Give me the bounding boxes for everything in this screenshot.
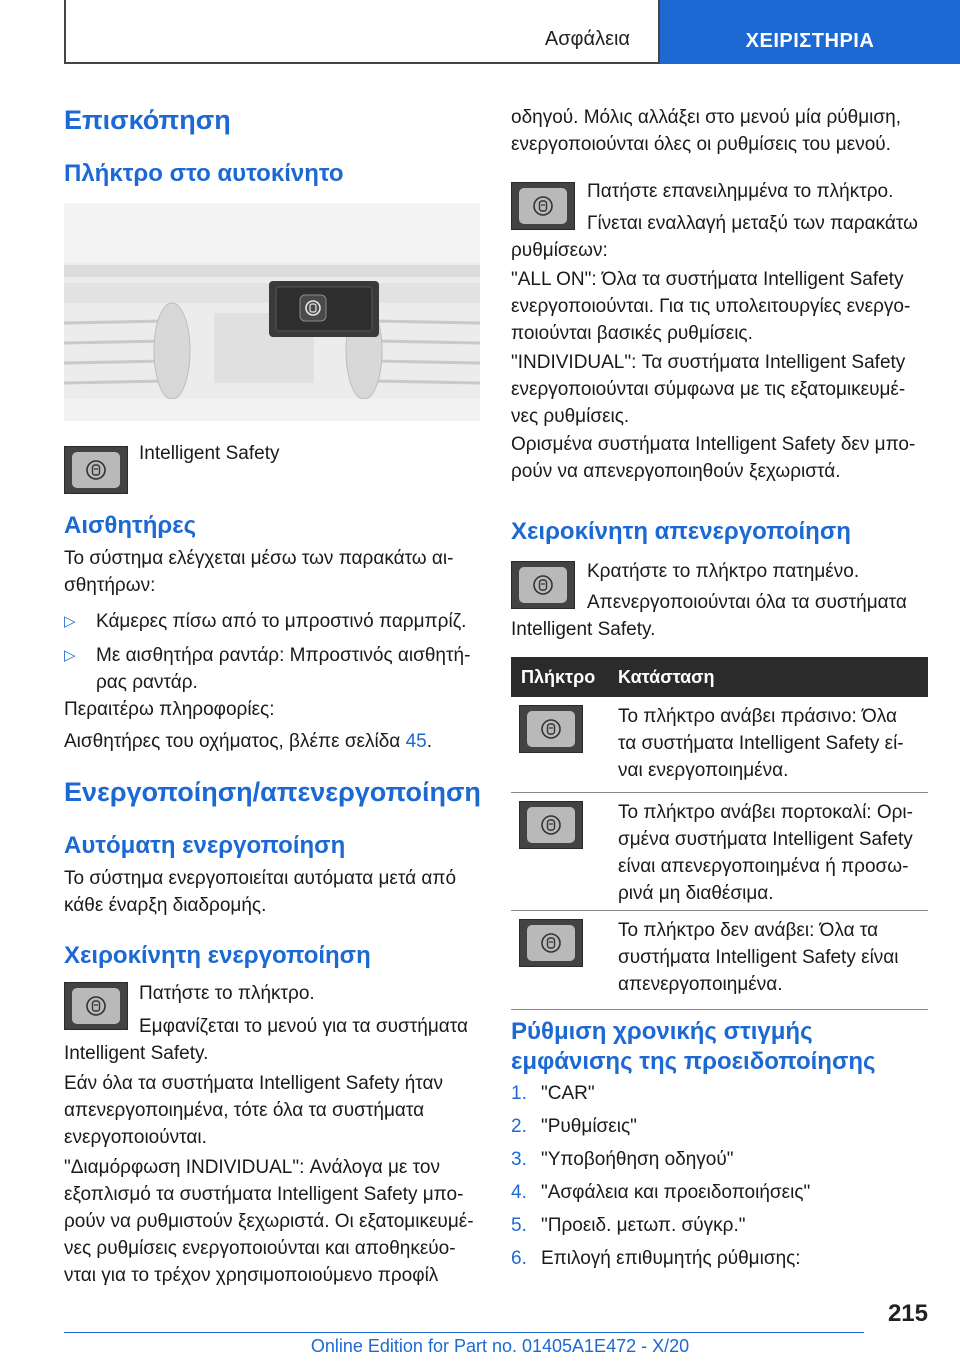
press-button-text: Πατήστε το πλήκτρο. <box>139 983 315 1004</box>
text-line: Το πλήκτρο δεν ανάβει: Όλα τα <box>618 920 879 941</box>
footer-divider <box>64 1332 864 1333</box>
button-caption: Intelligent Safety <box>139 443 280 464</box>
individual-config-text <box>64 1154 484 1289</box>
intelligent-safety-button-image <box>64 446 128 494</box>
step-number: 2. <box>511 1116 527 1137</box>
heading-manual-deactivation: Χειροκίνητη απενεργοποίηση <box>511 518 851 545</box>
bullet-text-line: Με αισθητήρα ραντάρ: Μπροστινός αισθητή- <box>96 645 471 666</box>
text-line: σμένα συστήματα Intelligent Safety <box>618 829 913 850</box>
more-info-ref <box>64 728 432 755</box>
step-number: 5. <box>511 1215 527 1236</box>
table-cell-state <box>618 917 924 998</box>
step-text: "Ασφάλεια και προειδοποιήσεις" <box>541 1182 811 1203</box>
heading-warning-timing <box>511 1017 876 1077</box>
text-line: Το σύστημα ενεργοποιείται αυτόματα μετά από <box>64 868 457 889</box>
heading-overview: Επισκόπηση <box>64 105 231 135</box>
text-line: ρυθμίσεων: <box>511 240 608 261</box>
dashboard-illustration <box>64 203 480 421</box>
intelligent-safety-button-icon <box>539 931 563 955</box>
intelligent-safety-button-icon <box>539 717 563 741</box>
text-line: "ALL ON": Όλα τα συστήματα Intelligent Safety <box>511 269 904 290</box>
text-line: Γίνεται εναλλαγή μεταξύ των παρακάτω <box>587 213 918 234</box>
more-info-ref-end: . <box>426 731 432 752</box>
more-info-label: Περαιτέρω πληροφορίες: <box>64 699 275 720</box>
step-number: 1. <box>511 1083 527 1104</box>
intelligent-safety-button-icon <box>84 458 108 482</box>
hold-button-text: Κρατήστε το πλήκτρο πατημένο. <box>587 561 860 582</box>
step-text: Επιλογή επιθυμητής ρύθμισης: <box>541 1248 801 1269</box>
sensors-intro-line: Το σύστημα ελέγχεται μέσω των παρακάτω αι- <box>64 548 454 569</box>
text-line: τα συστήματα Intelligent Safety εί- <box>618 733 904 754</box>
text-line: ενεργοποιούνται όλες οι ρυθμίσεις του μενού. <box>511 134 891 155</box>
step-text: "Προειδ. μετωπ. σύγκρ." <box>541 1215 746 1236</box>
step-text: "Υποβοήθηση οδηγού" <box>541 1149 734 1170</box>
text-line: ρούν να ρυθμιστούν ξεχωριστά. Οι εξατομικευμέ- <box>64 1211 474 1232</box>
text-line: Το πλήκτρο ανάβει πορτοκαλί: Ορι- <box>618 802 913 823</box>
text-line: συστήματα Intelligent Safety είναι <box>618 947 899 968</box>
text-line: Το πλήκτρο ανάβει πράσινο: Όλα <box>618 706 897 727</box>
intelligent-safety-button-image <box>519 705 583 753</box>
press-repeatedly-text: Πατήστε επανειλημμένα το πλήκτρο. <box>587 181 894 202</box>
heading-line: Ρύθμιση χρονικής στιγμής <box>511 1018 813 1045</box>
text-line: απενεργοποιημένα, τότε όλα τα συστήματα <box>64 1100 425 1121</box>
text-line: ναι ενεργοποιημένα. <box>618 760 789 781</box>
text-line: οδηγού. Μόλις αλλάξει στο μενού μία ρύθμιση, <box>511 107 901 128</box>
text-line: "Διαμόρφωση INDIVIDUAL": Ανάλογα με τον <box>64 1157 440 1178</box>
table-cell-state <box>618 799 924 907</box>
deactivation-text <box>511 589 931 643</box>
heading-manual-activation: Χειροκίνητη ενεργοποίηση <box>64 942 371 969</box>
page-link[interactable]: 45 <box>405 731 427 752</box>
text-line: ρούν να απενεργοποιηθούν ξεχωριστά. <box>511 461 841 482</box>
intelligent-safety-button-icon <box>539 813 563 837</box>
heading-auto-activation: Αυτόματη ενεργοποίηση <box>64 832 346 859</box>
bullet-text-line: ρας ραντάρ. <box>96 672 198 693</box>
table-cell-state <box>618 703 924 784</box>
bullet-triangle-icon: ▷ <box>64 613 76 630</box>
sensors-intro <box>64 545 480 599</box>
header-chapter-tab[interactable]: ΧΕΙΡΙΣΤΗΡΙΑ <box>660 0 960 64</box>
intelligent-safety-button-image <box>519 801 583 849</box>
text-line: ενεργοποιούνται σύμφωνα με τις εξατομικευμέ- <box>511 379 906 400</box>
text-line: ενεργοποιούνται. <box>64 1127 207 1148</box>
text-line: κάθε έναρξη διαδρομής. <box>64 895 267 916</box>
toggle-text <box>511 210 931 264</box>
text-line: Απενεργοποιούνται όλα τα συστήματα <box>587 592 907 613</box>
text-line: Ορισμένα συστήματα Intelligent Safety δεν μπο- <box>511 434 916 455</box>
text-line: Intelligent Safety. <box>64 1043 209 1064</box>
text-line: ενεργοποιούνται. Για τις υπολειτουργίες ενεργο- <box>511 296 911 317</box>
text-line: "INDIVIDUAL": Τα συστήματα Intelligent Safety <box>511 352 906 373</box>
table-header-state: Κατάσταση <box>618 667 715 687</box>
text-line: ποιούνται βασικές ρυθμίσεις. <box>511 323 753 344</box>
menu-appears-text <box>64 1013 480 1067</box>
heading-sensors: Αισθητήρες <box>64 512 197 539</box>
text-line: απενεργοποιημένα. <box>618 974 783 995</box>
sensors-intro-line: σθητήρων: <box>64 575 156 596</box>
table-row <box>511 793 928 911</box>
profile-continue-text <box>511 104 901 158</box>
all-on-text <box>511 266 931 347</box>
some-systems-text <box>511 431 931 485</box>
heading-button-in-car: Πλήκτρο στο αυτοκίνητο <box>64 160 344 187</box>
table-header <box>511 657 928 697</box>
page-number: 215 <box>887 1300 928 1327</box>
heading-line: εμφάνισης της προειδοποίησης <box>511 1048 876 1075</box>
step-number: 3. <box>511 1149 527 1170</box>
step-text: "Ρυθμίσεις" <box>541 1116 637 1137</box>
footer-edition: Online Edition for Part no. 01405A1E472 - X/20 <box>310 1336 690 1356</box>
step-number: 4. <box>511 1182 527 1203</box>
step-text: "CAR" <box>541 1083 595 1104</box>
bullet-text <box>96 642 482 696</box>
text-line: Intelligent Safety. <box>511 619 656 640</box>
heading-activation: Ενεργοποίηση/απενεργοποίηση <box>64 777 481 807</box>
more-info-ref-text: Αισθητήρες του οχήματος, βλέπε σελίδα <box>64 731 406 752</box>
auto-activation-text <box>64 865 456 919</box>
bullet-triangle-icon: ▷ <box>64 647 76 664</box>
text-line: εξοπλισμό τα συστήματα Intelligent Safety μπο- <box>64 1184 464 1205</box>
table-header-button: Πλήκτρο <box>521 667 596 687</box>
header-section-title: Ασφάλεια <box>544 28 630 50</box>
step-number: 6. <box>511 1248 527 1269</box>
text-line: Εμφανίζεται το μενού για τα συστήματα <box>139 1016 469 1037</box>
text-line: νται για το τρέχον χρησιμοποιούμενο προφίλ <box>64 1265 439 1286</box>
individual-text <box>511 349 931 430</box>
intelligent-safety-button-image <box>519 919 583 967</box>
text-line: νες ρυθμίσεις ενεργοποιούνται και αποθηκεύο- <box>64 1238 456 1259</box>
text-line: είναι απενεργοποιημένα ή προσω- <box>618 856 909 877</box>
text-line: νες ρυθμίσεις. <box>511 406 630 427</box>
bullet-text: Κάμερες πίσω από το μπροστινό παρμπρίζ. <box>96 611 467 632</box>
all-disabled-text <box>64 1070 480 1151</box>
table-row <box>511 911 928 1010</box>
text-line: ρινά μη διαθέσιμα. <box>618 883 774 904</box>
dashboard-photo <box>64 203 480 421</box>
table-row <box>511 697 928 793</box>
text-line: Εάν όλα τα συστήματα Intelligent Safety ήταν <box>64 1073 444 1094</box>
